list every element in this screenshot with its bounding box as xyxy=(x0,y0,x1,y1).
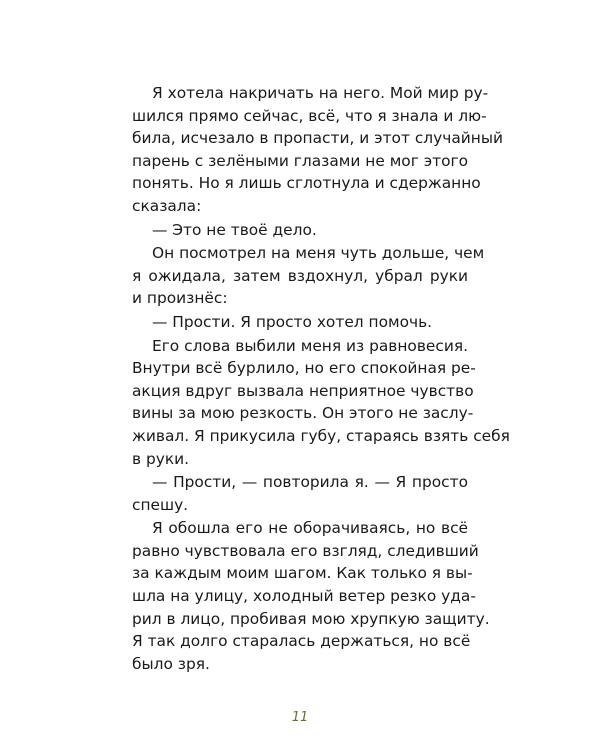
text-line: Я так долго старалась держаться, но всё xyxy=(132,632,471,651)
paragraph xyxy=(132,311,468,334)
text-line: живал. Я прикусила губу, стараясь взять себя xyxy=(132,426,510,445)
text-line: сказала: xyxy=(132,196,202,215)
text-line: в руки. xyxy=(132,449,190,468)
text-line: Я обошла его не оборачиваясь, но всё xyxy=(152,519,468,538)
text-line: я ожидала, затем вздохнул, убрал руки xyxy=(132,266,468,285)
text-line: вины за мою резкость. Он этого не заслу- xyxy=(132,404,474,423)
text-line: шла на улицу, холодный ветер резко уда- xyxy=(132,587,476,606)
text-line: Внутри всё бурлило, но его спокойная ре- xyxy=(132,359,476,378)
paragraph xyxy=(132,219,468,242)
page-number: 11 xyxy=(291,710,309,725)
text-line: — Это не твоё дело. xyxy=(152,220,317,239)
text-line: — Прости. Я просто хотел помочь. xyxy=(152,312,433,331)
text-line: Его слова выбили меня из равновесия. xyxy=(152,336,468,355)
text-line: парень с зелёными глазами не мог этого xyxy=(132,151,469,170)
text-line: понять. Но я лишь сглотнула и сдержанно xyxy=(132,174,481,193)
text-line: за каждым моим шагом. Как только я вы- xyxy=(132,564,473,583)
text-line: было зря. xyxy=(132,654,210,673)
page-body-text xyxy=(132,82,510,676)
paragraph xyxy=(132,82,503,218)
paragraph xyxy=(132,517,490,675)
text-line: и произнёс: xyxy=(132,289,228,308)
text-line: шился прямо сейчас, всё, что я знала и лю- xyxy=(132,106,487,125)
text-line: равно чувствовала его взгляд, следивший xyxy=(132,541,479,560)
text-line: Я хотела накричать на него. Мой мир ру- xyxy=(152,84,489,102)
text-line: спешу. xyxy=(132,495,189,514)
paragraph xyxy=(132,242,485,310)
text-line: рил в лицо, пробивая мою хрупкую защиту. xyxy=(132,609,490,628)
text-line: акция вдруг вызвала неприятное чувство xyxy=(132,381,474,400)
text-line: Он посмотрел на меня чуть дольше, чем xyxy=(152,244,485,263)
text-line: била, исчезало в пропасти, и этот случайный xyxy=(132,129,503,148)
text-line: — Прости, — повторила я. — Я просто xyxy=(152,473,468,492)
paragraph xyxy=(132,471,468,516)
paragraph xyxy=(132,335,510,471)
